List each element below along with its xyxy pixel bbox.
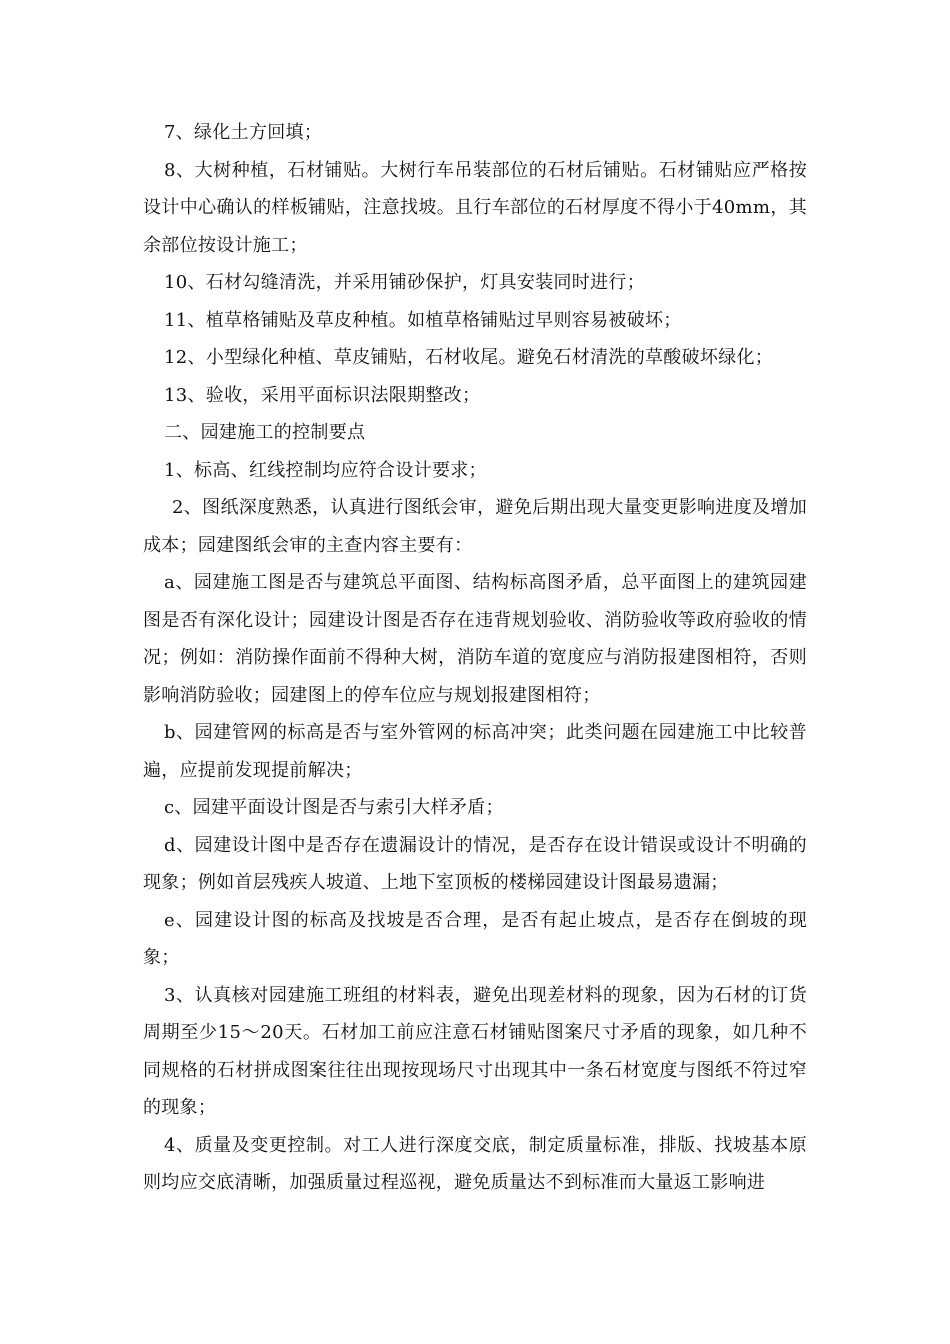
paragraph-point-4: 4、质量及变更控制。对工人进行深度交底，制定质量标准，排版、找坡基本原则均应交底清晰，加强质量过程巡视，避免质量达不到标准而大量返工影响进 xyxy=(143,1134,807,1193)
paragraph-item-c: c、园建平面设计图是否与索引大样矛盾； xyxy=(164,797,504,818)
paragraph-step-12: 12、小型绿化种植、草皮铺贴，石材收尾。避免石材清洗的草酸破坏绿化； xyxy=(164,347,774,368)
paragraph-item-b: b、园建管网的标高是否与室外管网的标高冲突；此类问题在园建施工中比较普遍，应提前发现提前解决； xyxy=(143,722,807,781)
paragraph-item-a: a、园建施工图是否与建筑总平面图、结构标高图矛盾，总平面图上的建筑园建图是否有深化设计；园建设计图是否存在违背规划验收、消防验收等政府验收的情况；例如：消防操作面前不得种大树，消防车道的宽度应与消防报建图相符，否则影响消防验收；园建图上的停车位应与规划报建图相符； xyxy=(143,572,807,706)
section-heading: 二、园建施工的控制要点 xyxy=(164,422,366,443)
paragraph-step-7: 7、绿化土方回填； xyxy=(164,122,323,143)
paragraph-point-1: 1、标高、红线控制均应符合设计要求； xyxy=(164,459,487,481)
paragraph-point-3: 3、认真核对园建施工班组的材料表，避免出现差材料的现象，因为石材的订货周期至少15～20天。石材加工前应注意石材铺贴图案尺寸矛盾的现象，如几种不同规格的石材拼成图案往往出现按现场尺寸出现其中一条石材宽度与图纸不符过窄的现象； xyxy=(143,984,807,1118)
document-body xyxy=(143,114,807,1202)
paragraph-item-d: d、园建设计图中是否存在遗漏设计的情况，是否存在设计错误或设计不明确的现象；例如首层残疾人坡道、上地下室顶板的楼梯园建设计图最易遗漏； xyxy=(143,834,807,893)
paragraph-step-11: 11、植草格铺贴及草皮种植。如植草格铺贴过早则容易被破坏； xyxy=(164,309,682,331)
paragraph-item-e: e、园建设计图的标高及找坡是否合理，是否有起止坡点，是否存在倒坡的现象； xyxy=(143,909,807,968)
paragraph-step-10: 10、石材勾缝清洗，并采用铺砂保护，灯具安装同时进行； xyxy=(164,272,646,293)
paragraph-point-2: 2、图纸深度熟悉，认真进行图纸会审，避免后期出现大量变更影响进度及增加成本；园建图纸会审的主查内容主要有： xyxy=(143,497,807,556)
paragraph-step-13: 13、验收，采用平面标识法限期整改； xyxy=(164,384,481,406)
paragraph-step-8: 8、大树种植，石材铺贴。大树行车吊装部位的石材后铺贴。石材铺贴应严格按设计中心确认的样板铺贴，注意找坡。且行车部位的石材厚度不得小于40mm，其余部位按设计施工； xyxy=(143,159,807,256)
